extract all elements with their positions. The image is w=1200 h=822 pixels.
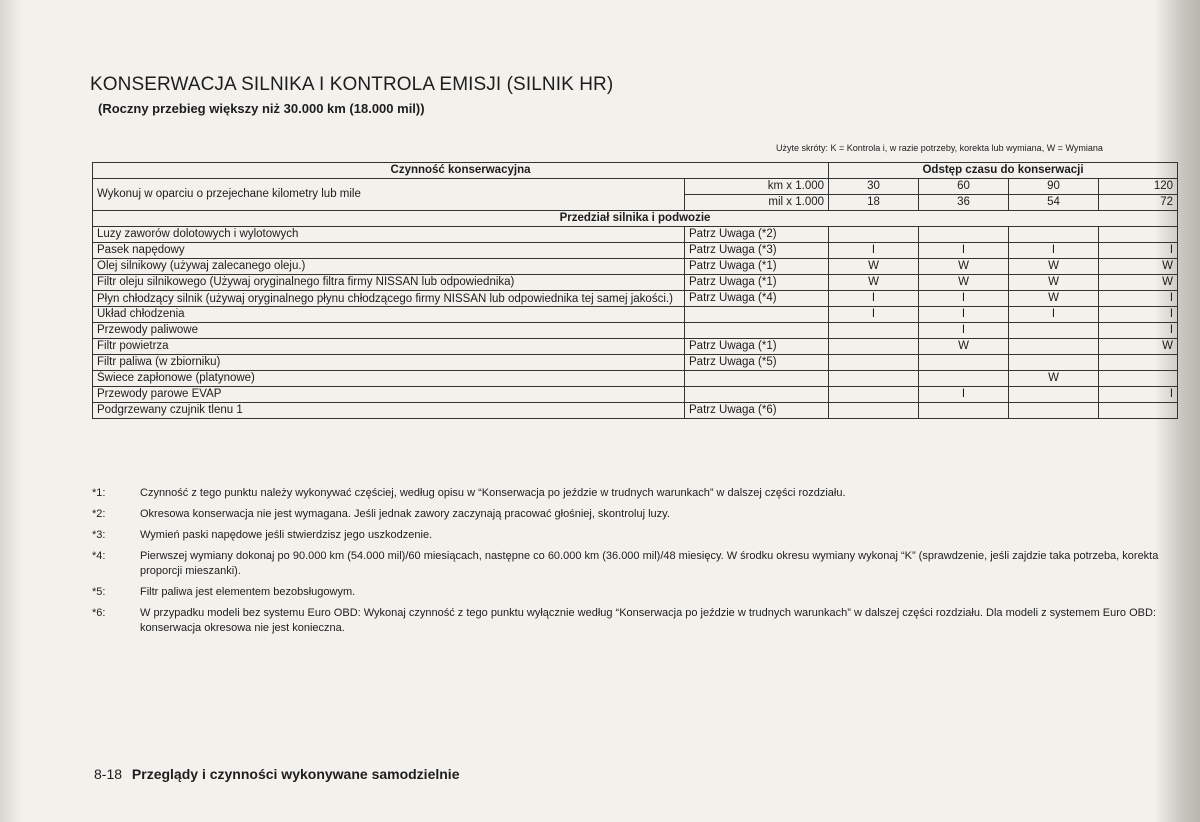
interval-cell bbox=[829, 403, 919, 419]
footnote bbox=[92, 486, 1182, 501]
interval-cell bbox=[1009, 339, 1099, 355]
operation-note bbox=[685, 307, 829, 323]
interval-cell: W bbox=[1099, 259, 1178, 275]
interval-cell bbox=[1099, 227, 1178, 243]
table-row bbox=[93, 403, 1178, 419]
footnote-text: W przypadku modeli bez systemu Euro OBD: Wykonaj czynność z tego punktu wyłącznie według “Konserwacja po jeździe w trudnych warunkach” w dalszej części rozdziału. Dla modeli z systemem Euro OBD: konserwacja okresowa nie jest konieczna. bbox=[140, 607, 1156, 634]
page-number: 8-18 bbox=[94, 766, 123, 782]
page-left-edge bbox=[0, 0, 22, 822]
interval-cell: I bbox=[919, 291, 1009, 307]
km-label: km x 1.000 bbox=[685, 179, 829, 195]
operation-name: Przewody parowe EVAP bbox=[93, 387, 685, 403]
operation-note: Patrz Uwaga (*6) bbox=[685, 403, 829, 419]
interval-cell: I bbox=[919, 323, 1009, 339]
interval-cell bbox=[829, 227, 919, 243]
table-row bbox=[93, 275, 1178, 291]
interval-cell: I bbox=[1099, 323, 1178, 339]
interval-cell bbox=[829, 371, 919, 387]
footnote bbox=[92, 507, 1182, 522]
header-operation: Czynność konserwacyjna bbox=[93, 163, 829, 179]
mi-label: mil x 1.000 bbox=[685, 195, 829, 211]
interval-cell bbox=[829, 323, 919, 339]
table-row bbox=[93, 243, 1178, 259]
header-interval: Odstęp czasu do konserwacji bbox=[829, 163, 1178, 179]
operation-name: Płyn chłodzący silnik (używaj oryginalnego płynu chłodzącego firmy NISSAN lub odpowiednika tej samej jakości.) bbox=[93, 291, 685, 307]
km-value: 60 bbox=[919, 179, 1009, 195]
footnote-key: *3: bbox=[92, 529, 106, 541]
table-row bbox=[93, 371, 1178, 387]
interval-cell bbox=[919, 403, 1009, 419]
interval-cell: W bbox=[1009, 275, 1099, 291]
interval-cell bbox=[1099, 355, 1178, 371]
page-footer bbox=[94, 766, 459, 782]
interval-cell: I bbox=[919, 307, 1009, 323]
interval-cell: I bbox=[1009, 307, 1099, 323]
page-title: KONSERWACJA SILNIKA I KONTROLA EMISJI (SILNIK HR) bbox=[90, 74, 614, 95]
interval-cell: W bbox=[1099, 339, 1178, 355]
table-row bbox=[93, 259, 1178, 275]
interval-cell: W bbox=[829, 259, 919, 275]
footnote-key: *6: bbox=[92, 607, 106, 619]
operation-name: Przewody paliwowe bbox=[93, 323, 685, 339]
interval-cell: I bbox=[829, 307, 919, 323]
table-row bbox=[93, 227, 1178, 243]
mi-value: 72 bbox=[1099, 195, 1178, 211]
operation-name: Filtr powietrza bbox=[93, 339, 685, 355]
mi-value: 18 bbox=[829, 195, 919, 211]
interval-cell: W bbox=[919, 275, 1009, 291]
footnote bbox=[92, 528, 1182, 543]
interval-cell bbox=[829, 355, 919, 371]
km-row bbox=[93, 179, 1178, 195]
interval-cell: I bbox=[1099, 307, 1178, 323]
operation-note bbox=[685, 387, 829, 403]
operation-name: Filtr oleju silnikowego (Używaj oryginalnego filtra firmy NISSAN lub odpowiednika) bbox=[93, 275, 685, 291]
operation-note: Patrz Uwaga (*1) bbox=[685, 275, 829, 291]
operation-note: Patrz Uwaga (*1) bbox=[685, 259, 829, 275]
operation-note: Patrz Uwaga (*2) bbox=[685, 227, 829, 243]
interval-cell: W bbox=[919, 259, 1009, 275]
footnote-key: *5: bbox=[92, 586, 106, 598]
interval-cell bbox=[1009, 387, 1099, 403]
footnotes bbox=[92, 486, 1182, 642]
km-value: 90 bbox=[1009, 179, 1099, 195]
chapter-title: Przeglądy i czynności wykonywane samodzielnie bbox=[131, 766, 460, 782]
mi-value: 36 bbox=[919, 195, 1009, 211]
section-title: Przedział silnika i podwozie bbox=[93, 211, 1178, 227]
interval-cell bbox=[919, 355, 1009, 371]
interval-cell bbox=[829, 339, 919, 355]
abbreviations-legend: Użyte skróty: K = Kontrola i, w razie potrzeby, korekta lub wymiana, W = Wymiana bbox=[776, 143, 1103, 153]
km-value: 120 bbox=[1099, 179, 1178, 195]
section-row bbox=[93, 211, 1178, 227]
footnote-text: Czynność z tego punktu należy wykonywać częściej, według opisu w “Konserwacja po jeździe w trudnych warunkach” w dalszej części rozdziału. bbox=[140, 487, 846, 499]
interval-cell: W bbox=[1009, 291, 1099, 307]
footnote bbox=[92, 585, 1182, 600]
interval-cell bbox=[1009, 403, 1099, 419]
table-header-row bbox=[93, 163, 1178, 179]
operation-name: Filtr paliwa (w zbiorniku) bbox=[93, 355, 685, 371]
operation-name: Olej silnikowy (używaj zalecanego oleju.) bbox=[93, 259, 685, 275]
table-row bbox=[93, 307, 1178, 323]
interval-cell: W bbox=[1009, 259, 1099, 275]
maintenance-table bbox=[92, 162, 1178, 419]
interval-cell: I bbox=[829, 291, 919, 307]
operation-note: Patrz Uwaga (*5) bbox=[685, 355, 829, 371]
interval-cell bbox=[1009, 323, 1099, 339]
operation-note bbox=[685, 371, 829, 387]
interval-cell bbox=[919, 371, 1009, 387]
footnote-text: Pierwszej wymiany dokonaj po 90.000 km (54.000 mil)/60 miesiącach, następne co 60.000 km (36.000 mil)/48 miesięcy. W środku okresu wymiany wykonaj “K” (sprawdzenie, jeśli zajdzie taka potrzeba, korekta proporcji mieszanki). bbox=[140, 550, 1159, 577]
interval-cell: I bbox=[1009, 243, 1099, 259]
table-row bbox=[93, 339, 1178, 355]
interval-cell bbox=[1009, 227, 1099, 243]
operation-name: Luzy zaworów dolotowych i wylotowych bbox=[93, 227, 685, 243]
interval-cell: I bbox=[919, 243, 1009, 259]
interval-cell: I bbox=[1099, 387, 1178, 403]
operation-note: Patrz Uwaga (*4) bbox=[685, 291, 829, 307]
table-row bbox=[93, 291, 1178, 307]
operation-name: Świece zapłonowe (platynowe) bbox=[93, 371, 685, 387]
operation-note bbox=[685, 323, 829, 339]
interval-cell: I bbox=[829, 243, 919, 259]
table-row bbox=[93, 355, 1178, 371]
interval-cell: I bbox=[1099, 243, 1178, 259]
table-row bbox=[93, 387, 1178, 403]
footnote-key: *2: bbox=[92, 508, 106, 520]
operation-name: Podgrzewany czujnik tlenu 1 bbox=[93, 403, 685, 419]
interval-cell bbox=[919, 227, 1009, 243]
operation-name: Pasek napędowy bbox=[93, 243, 685, 259]
operation-note: Patrz Uwaga (*1) bbox=[685, 339, 829, 355]
interval-cell bbox=[1009, 355, 1099, 371]
interval-cell: I bbox=[919, 387, 1009, 403]
interval-cell: W bbox=[829, 275, 919, 291]
footnote-text: Filtr paliwa jest elementem bezobsługowym. bbox=[140, 586, 356, 598]
page-subtitle: (Roczny przebieg większy niż 30.000 km (18.000 mil)) bbox=[98, 101, 425, 116]
footnote bbox=[92, 606, 1182, 636]
footnote-text: Okresowa konserwacja nie jest wymagana. Jeśli jednak zawory zaczynają pracować głośniej, skontroluj luzy. bbox=[140, 508, 670, 520]
footnote-key: *1: bbox=[92, 487, 106, 499]
interval-cell bbox=[1099, 403, 1178, 419]
operation-name: Układ chłodzenia bbox=[93, 307, 685, 323]
interval-cell bbox=[1099, 371, 1178, 387]
footnote-key: *4: bbox=[92, 550, 106, 562]
interval-row-label: Wykonuj w oparciu o przejechane kilometry lub mile bbox=[93, 179, 685, 211]
interval-cell: I bbox=[1099, 291, 1178, 307]
interval-cell: W bbox=[1009, 371, 1099, 387]
footnote-text: Wymień paski napędowe jeśli stwierdzisz jego uszkodzenie. bbox=[140, 529, 433, 541]
footnote bbox=[92, 549, 1182, 579]
mi-value: 54 bbox=[1009, 195, 1099, 211]
table-row bbox=[93, 323, 1178, 339]
km-value: 30 bbox=[829, 179, 919, 195]
interval-cell bbox=[829, 387, 919, 403]
operation-note: Patrz Uwaga (*3) bbox=[685, 243, 829, 259]
interval-cell: W bbox=[1099, 275, 1178, 291]
interval-cell: W bbox=[919, 339, 1009, 355]
